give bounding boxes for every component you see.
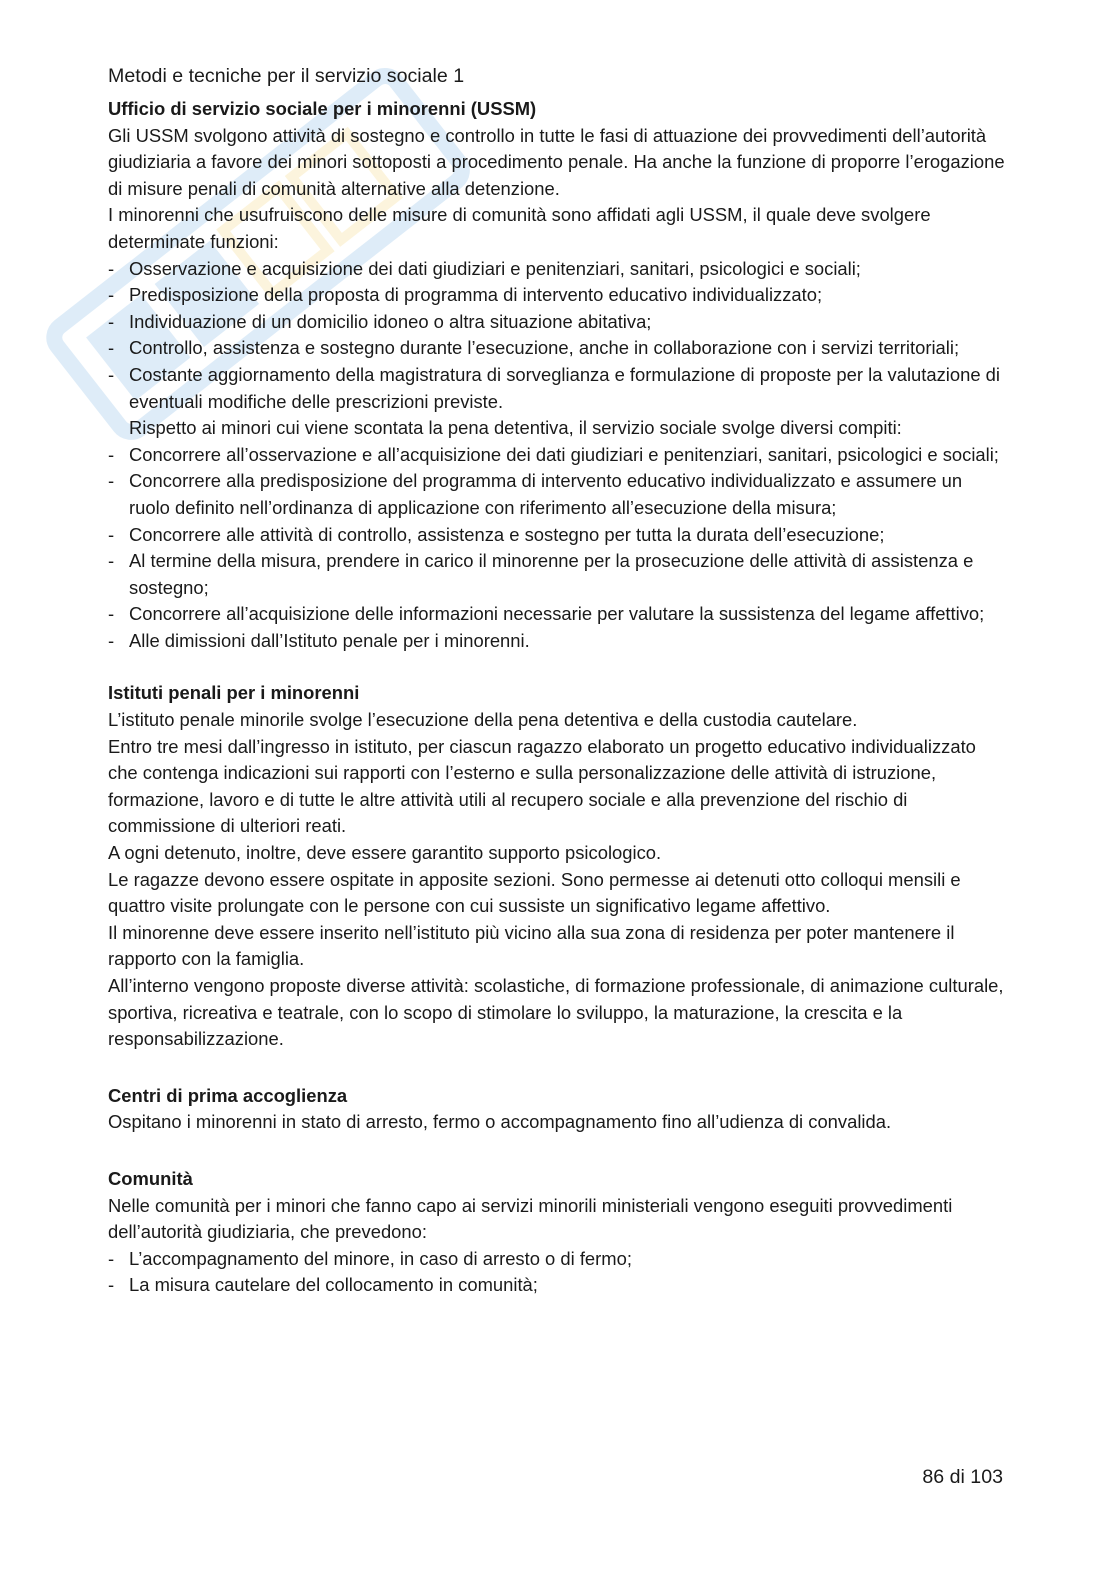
spacer bbox=[108, 1053, 1008, 1083]
ussm-functions-list bbox=[108, 256, 1008, 416]
section-heading-ipm: Istituti penali per i minorenni bbox=[108, 682, 360, 704]
list-item: - Predisposizione della proposta di programma di intervento educativo individualizzato; bbox=[108, 282, 1008, 309]
list-item: - Costante aggiornamento della magistratura di sorveglianza e formulazione di proposte per la valutazione di eventuali modifiche delle prescrizioni previste. bbox=[108, 362, 1008, 415]
document-title: Metodi e tecniche per il servizio sociale 1 bbox=[108, 65, 465, 87]
ussm-detention-tasks-list bbox=[108, 442, 1008, 655]
list-item: - Osservazione e acquisizione dei dati giudiziari e penitenziari, sanitari, psicologici e sociali; bbox=[108, 256, 1008, 283]
ussm-paragraph-2: I minorenni che usufruiscono delle misure di comunità sono affidati agli USSM, il quale deve svolgere determinate funzioni: bbox=[108, 204, 931, 252]
list-item: - Alle dimissioni dall’Istituto penale per i minorenni. bbox=[108, 628, 1008, 655]
ussm-paragraph-1: Gli USSM svolgono attività di sostegno e controllo in tutte le fasi di attuazione dei provvedimenti dell’autorità giudiziaria a favore dei minori sottoposti a procedimento penale. Ha anche la funzione di proporre l’erogazione di misure penali di comunità alternative alla detenzione. bbox=[108, 124, 1005, 199]
ipm-paragraph-3: A ogni detenuto, inoltre, deve essere garantito supporto psicologico. bbox=[108, 842, 662, 864]
list-item: - Concorrere all’osservazione e all’acquisizione dei dati giudiziari e penitenziari, sanitari, psicologici e sociali; bbox=[108, 442, 1008, 469]
list-item: - Controllo, assistenza e sostegno durante l’esecuzione, anche in collaborazione con i servizi territoriali; bbox=[108, 335, 1008, 362]
ussm-detention-intro: Rispetto ai minori cui viene scontata la pena detentiva, il servizio sociale svolge diversi compiti: bbox=[129, 417, 902, 439]
spacer bbox=[108, 654, 1008, 680]
list-item: - Individuazione di un domicilio idoneo o altra situazione abitativa; bbox=[108, 309, 1008, 336]
ipm-paragraph-5: Il minorenne deve essere inserito nell’istituto più vicino alla sua zona di residenza per poter mantenere il rapporto con la famiglia. bbox=[108, 921, 955, 970]
document-page bbox=[108, 62, 1008, 1299]
list-item: - Concorrere alla predisposizione del programma di intervento educativo individualizzato e assumere un ruolo definito nell’ordinanza di applicazione con riferimento all’esecuzione della misura; bbox=[108, 468, 1008, 521]
comunita-paragraph-1: Nelle comunità per i minori che fanno capo ai servizi minorili ministeriali vengono eseguiti provvedimenti dell’autorità giudiziaria, che prevedono: bbox=[108, 1194, 953, 1243]
section-heading-cpa: Centri di prima accoglienza bbox=[108, 1084, 348, 1106]
list-item: - L’accompagnamento del minore, in caso di arresto o di fermo; bbox=[108, 1246, 1008, 1273]
page-number: 86 di 103 bbox=[922, 1466, 1003, 1488]
spacer bbox=[108, 1136, 1008, 1166]
list-item: - Concorrere alle attività di controllo, assistenza e sostegno per tutta la durata dell’esecuzione; bbox=[108, 522, 1008, 549]
comunita-list bbox=[108, 1246, 1008, 1299]
ipm-paragraph-4: Le ragazze devono essere ospitate in apposite sezioni. Sono permesse ai detenuti otto colloqui mensili e quattro visite prolungate con le persone con cui sussiste un significativo legame affettivo. bbox=[108, 868, 961, 917]
list-item: - Concorrere all’acquisizione delle informazioni necessarie per valutare la sussistenza del legame affettivo; bbox=[108, 601, 1008, 628]
list-item: - Al termine della misura, prendere in carico il minorenne per la prosecuzione delle attività di assistenza e sostegno; bbox=[108, 548, 1008, 601]
ipm-paragraph-6: All’interno vengono proposte diverse attività: scolastiche, di formazione professionale, di animazione culturale, sportiva, ricreativa e teatrale, con lo scopo di stimolare lo sviluppo, la maturazione, la crescita e la responsabilizzazione. bbox=[108, 975, 1004, 1050]
section-heading-ussm: Ufficio di servizio sociale per i minorenni (USSM) bbox=[108, 98, 537, 119]
ipm-paragraph-1: L’istituto penale minorile svolge l’esecuzione della pena detentiva e della custodia cautelare. bbox=[108, 709, 858, 731]
section-heading-comunita: Comunità bbox=[108, 1167, 193, 1189]
cpa-paragraph-1: Ospitano i minorenni in stato di arresto, fermo o accompagnamento fino all’udienza di convalida. bbox=[108, 1111, 892, 1133]
list-item: - La misura cautelare del collocamento in comunità; bbox=[108, 1272, 1008, 1299]
ipm-paragraph-2: Entro tre mesi dall’ingresso in istituto, per ciascun ragazzo elaborato un progetto educativo individualizzato che contenga indicazioni sui rapporti con l’esterno e sulla personalizzazione delle attività di istruzione, formazione, lavoro e di tutte le altre attività utili al recupero sociale e alla prevenzione del rischio di commissione di ulteriori reati. bbox=[108, 735, 976, 837]
